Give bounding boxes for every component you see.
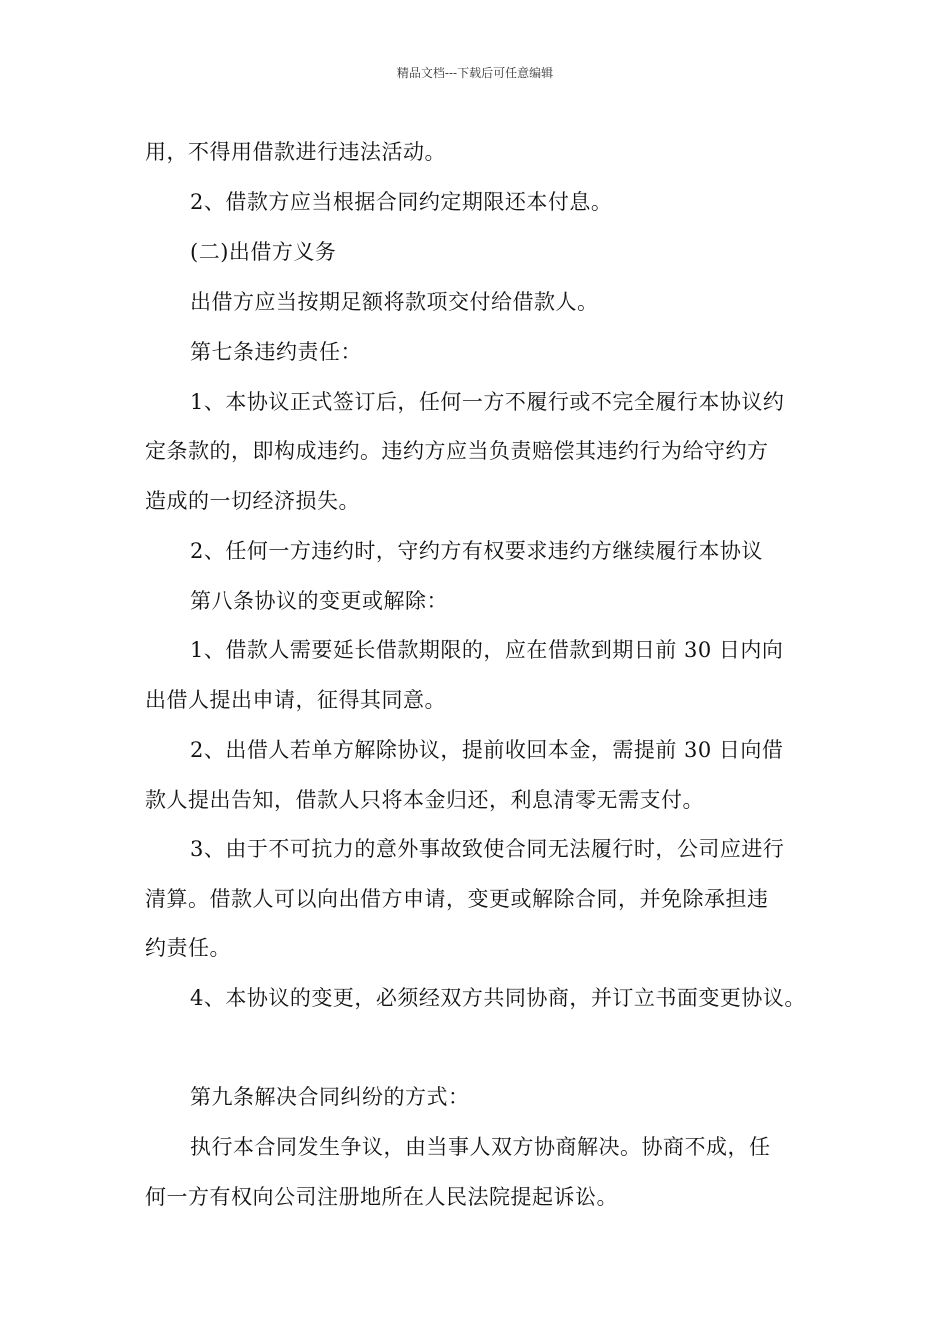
page-header: 精品文档---下载后可任意编辑 xyxy=(396,66,554,80)
article-heading: 第九条解决合同纠纷的方式： xyxy=(190,1085,470,1109)
text-line: 4、本协议的变更，必须经双方共同协商，并订立书面变更协议。 xyxy=(190,986,806,1010)
text-line: 执行本合同发生争议，由当事人双方协商解决。协商不成，任 xyxy=(190,1135,771,1159)
text-line: 造成的一切经济损失。 xyxy=(145,489,360,513)
text-line: 2、任何一方违约时，守约方有权要求违约方继续履行本协议 xyxy=(190,539,763,563)
text-line: 出借人提出申请，征得其同意。 xyxy=(145,688,446,712)
text-line: 2、出借人若单方解除协议，提前收回本金，需提前 30 日向借 xyxy=(190,738,784,762)
text-line: 款人提出告知，借款人只将本金归还，利息清零无需支付。 xyxy=(145,788,704,812)
text-line: 定条款的，即构成违约。违约方应当负责赔偿其违约行为给守约方 xyxy=(145,439,769,463)
text-line: 出借方应当按期足额将款项交付给借款人。 xyxy=(190,290,599,314)
article-heading: 第七条违约责任： xyxy=(190,340,362,364)
text-line: 约责任。 xyxy=(145,936,231,960)
text-line: 2、借款方应当根据合同约定期限还本付息。 xyxy=(190,190,613,214)
text-line: 用，不得用借款进行违法活动。 xyxy=(145,140,446,164)
text-line: 1、借款人需要延长借款期限的，应在借款到期日前 30 日内向 xyxy=(190,638,784,662)
text-line: 3、由于不可抗力的意外事故致使合同无法履行时，公司应进行 xyxy=(190,837,785,861)
text-line: 1、本协议正式签订后，任何一方不履行或不完全履行本协议约 xyxy=(190,390,785,414)
article-heading: 第八条协议的变更或解除： xyxy=(190,589,448,613)
section-heading: (二)出借方义务 xyxy=(190,240,337,264)
text-line: 何一方有权向公司注册地所在人民法院提起诉讼。 xyxy=(145,1185,618,1209)
text-line: 清算。借款人可以向出借方申请，变更或解除合同，并免除承担违 xyxy=(145,887,769,911)
